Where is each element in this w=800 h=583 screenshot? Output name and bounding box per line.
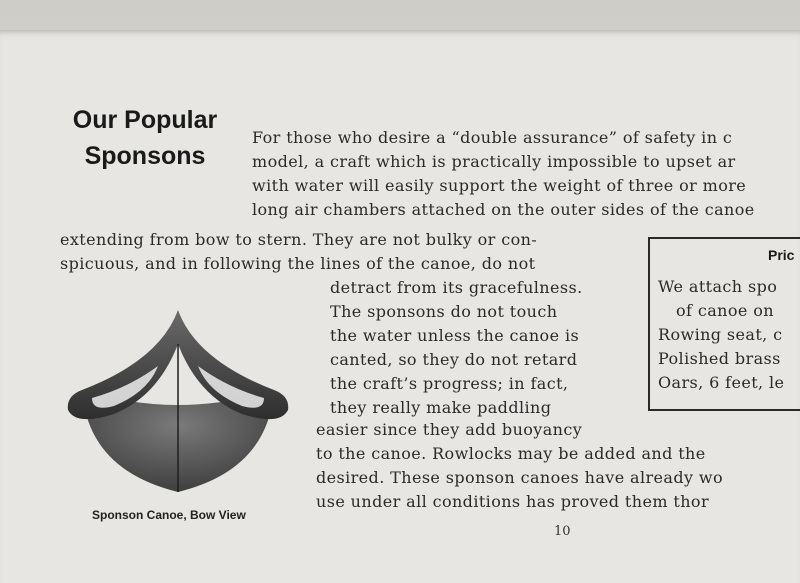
body-line: desired. These sponson canoes have already wo (316, 468, 724, 487)
body-line: the craft’s progress; in fact, (330, 374, 569, 393)
body-line: the water unless the canoe is (330, 326, 580, 345)
heading-line-2: Sponsons (84, 142, 206, 170)
body-line: with water will easily support the weight of three or more (252, 176, 747, 195)
body-line: model, a craft which is practically impossible to upset ar (252, 152, 736, 171)
body-line: easier since they add buoyancy (316, 420, 583, 439)
price-line: We attach spo (658, 277, 778, 296)
body-line: to the canoe. Rowlocks may be added and the (316, 444, 706, 463)
body-line: spicuous, and in following the lines of the canoe, do not (60, 254, 536, 273)
figure-caption: Sponson Canoe, Bow View (92, 508, 246, 522)
page-number: 10 (554, 524, 571, 539)
sponson-canoe-icon (62, 300, 294, 500)
price-line: Rowing seat, c (658, 325, 783, 344)
price-box (648, 237, 800, 411)
body-line: detract from its gracefulness. (330, 278, 583, 297)
price-box-title: Pric (768, 247, 795, 263)
price-line: Polished brass (658, 349, 781, 368)
body-line: For those who desire a “double assurance” of safety in c (252, 128, 733, 147)
body-line: canted, so they do not retard (330, 350, 578, 369)
price-line: Oars, 6 feet, le (658, 373, 785, 392)
body-line: extending from bow to stern. They are not bulky or con- (60, 230, 538, 249)
heading-line-1: Our Popular (72, 106, 218, 134)
body-line: use under all conditions has proved them thor (316, 492, 709, 511)
body-line: long air chambers attached on the outer sides of the canoe (252, 200, 755, 219)
body-line: they really make paddling (330, 398, 552, 417)
section-heading (55, 102, 235, 174)
body-line: The sponsons do not touch (330, 302, 558, 321)
price-line: of canoe on (676, 301, 774, 320)
